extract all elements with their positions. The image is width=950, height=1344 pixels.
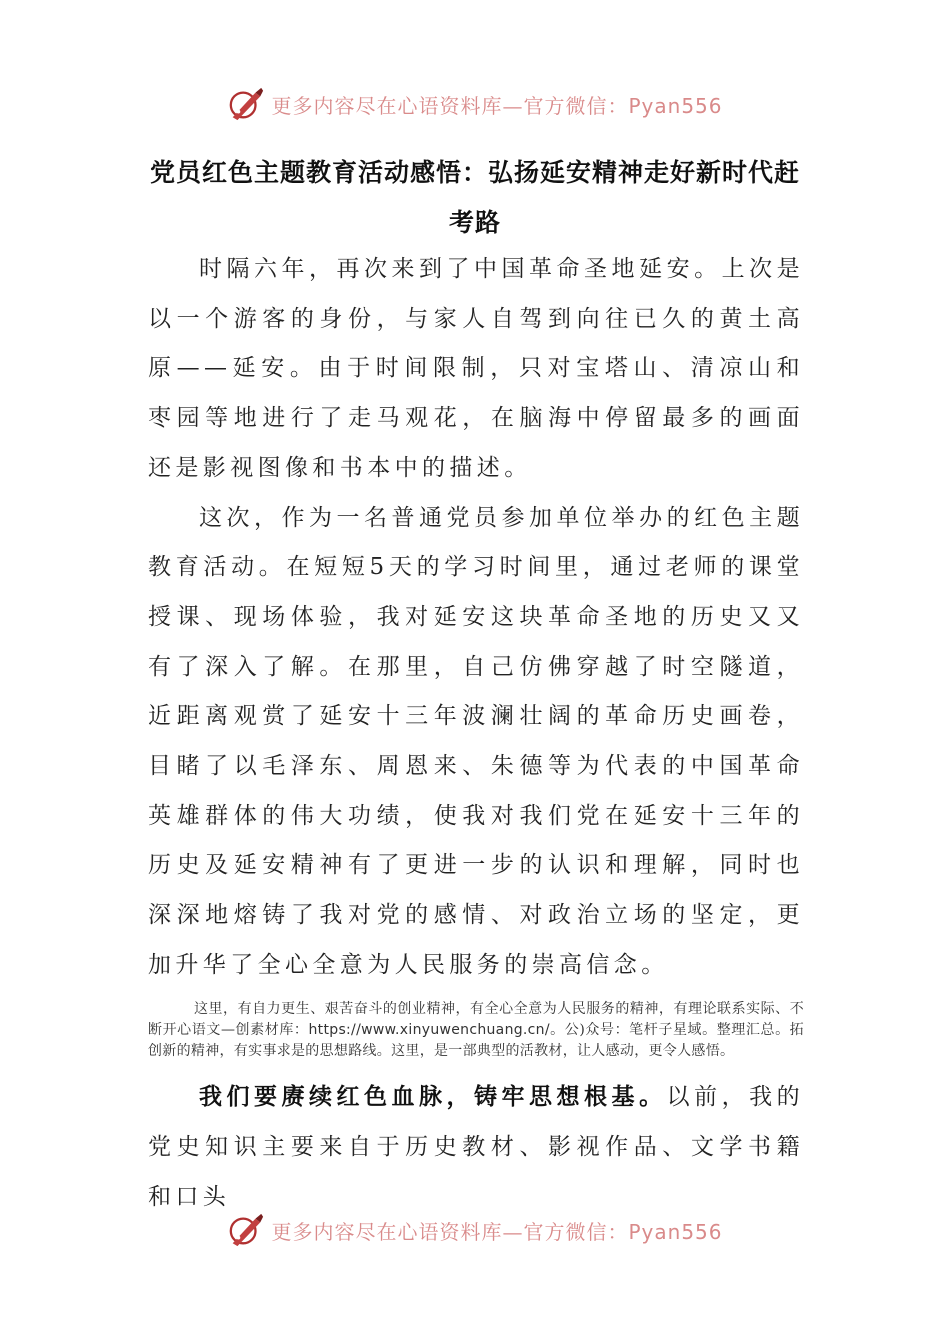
header-banner-wechat-id: Pyan556	[628, 93, 723, 118]
article-title: 党员红色主题教育活动感悟：弘扬延安精神走好新时代赶考路	[149, 158, 800, 237]
paragraph-4-rest: 以前，我的党史知识主要来自于历史教材、影视作品、文学书籍和口头	[148, 1084, 804, 1210]
footer-banner-text	[271, 1216, 722, 1245]
paragraph-4-lead: 我们要赓续红色血脉，铸牢思想根基。	[199, 1083, 667, 1111]
header-banner	[0, 84, 950, 124]
paragraph-2: 这次，作为一名普通党员参加单位举办的红色主题教育活动。在短短5天的学习时间里，通过老师的课堂授课、现场体验，我对延安这块革命圣地的历史又又有了深入了解。在那里，自己仿佛穿越了时空隧道，近距离观赏了延安十三年波澜壮阔的革命历史画卷，目睹了以毛泽东、周恩来、朱德等为代表的中国革命英雄群体的伟大功绩，使我对我们党在延安十三年的历史及延安精神有了更进一步的认识和理解，同时也深深地熔铸了我对党的感情、对政治立场的坚定，更加升华了全心全意为人民服务的崇高信念。	[148, 504, 804, 978]
article-body	[148, 245, 804, 1223]
pen-circle-logo-icon	[227, 1211, 265, 1249]
footer-banner-wechat-id: Pyan556	[628, 1219, 723, 1244]
footer-banner-cn: 更多内容尽在心语资料库—官方微信：	[271, 1219, 629, 1244]
footer-banner	[0, 1210, 950, 1250]
paragraph-4	[148, 1072, 804, 1222]
paragraph-3-url[interactable]: https://www.xinyuwenchuang.cn/	[308, 1021, 550, 1038]
pen-circle-logo-icon	[227, 85, 265, 123]
header-banner-cn: 更多内容尽在心语资料库—官方微信：	[271, 93, 629, 118]
paragraph-3-small	[148, 999, 804, 1063]
paragraph-3-text-a: 这里，有自力更生、艰苦奋斗的创业精神，有全心全意为人民服务的精神，有理论联系实际、不断开心语文—创素材库：	[148, 1000, 804, 1038]
paragraph-1: 时隔六年，再次来到了中国革命圣地延安。上次是以一个游客的身份，与家人自驾到向往已久的黄土高原——延安。由于时间限制，只对宝塔山、清凉山和枣园等地进行了走马观花，在脑海中停留最多的画面还是影视图像和书本中的描述。	[148, 256, 804, 481]
header-banner-text	[271, 90, 722, 119]
paragraph-3-text-b: 。公)众号：笔杆子星域。整理汇总。拓创新的精神，有实事求是的思想路线。这里，是一部典型的活教材，让人感动，更令人感悟。	[148, 1021, 804, 1060]
